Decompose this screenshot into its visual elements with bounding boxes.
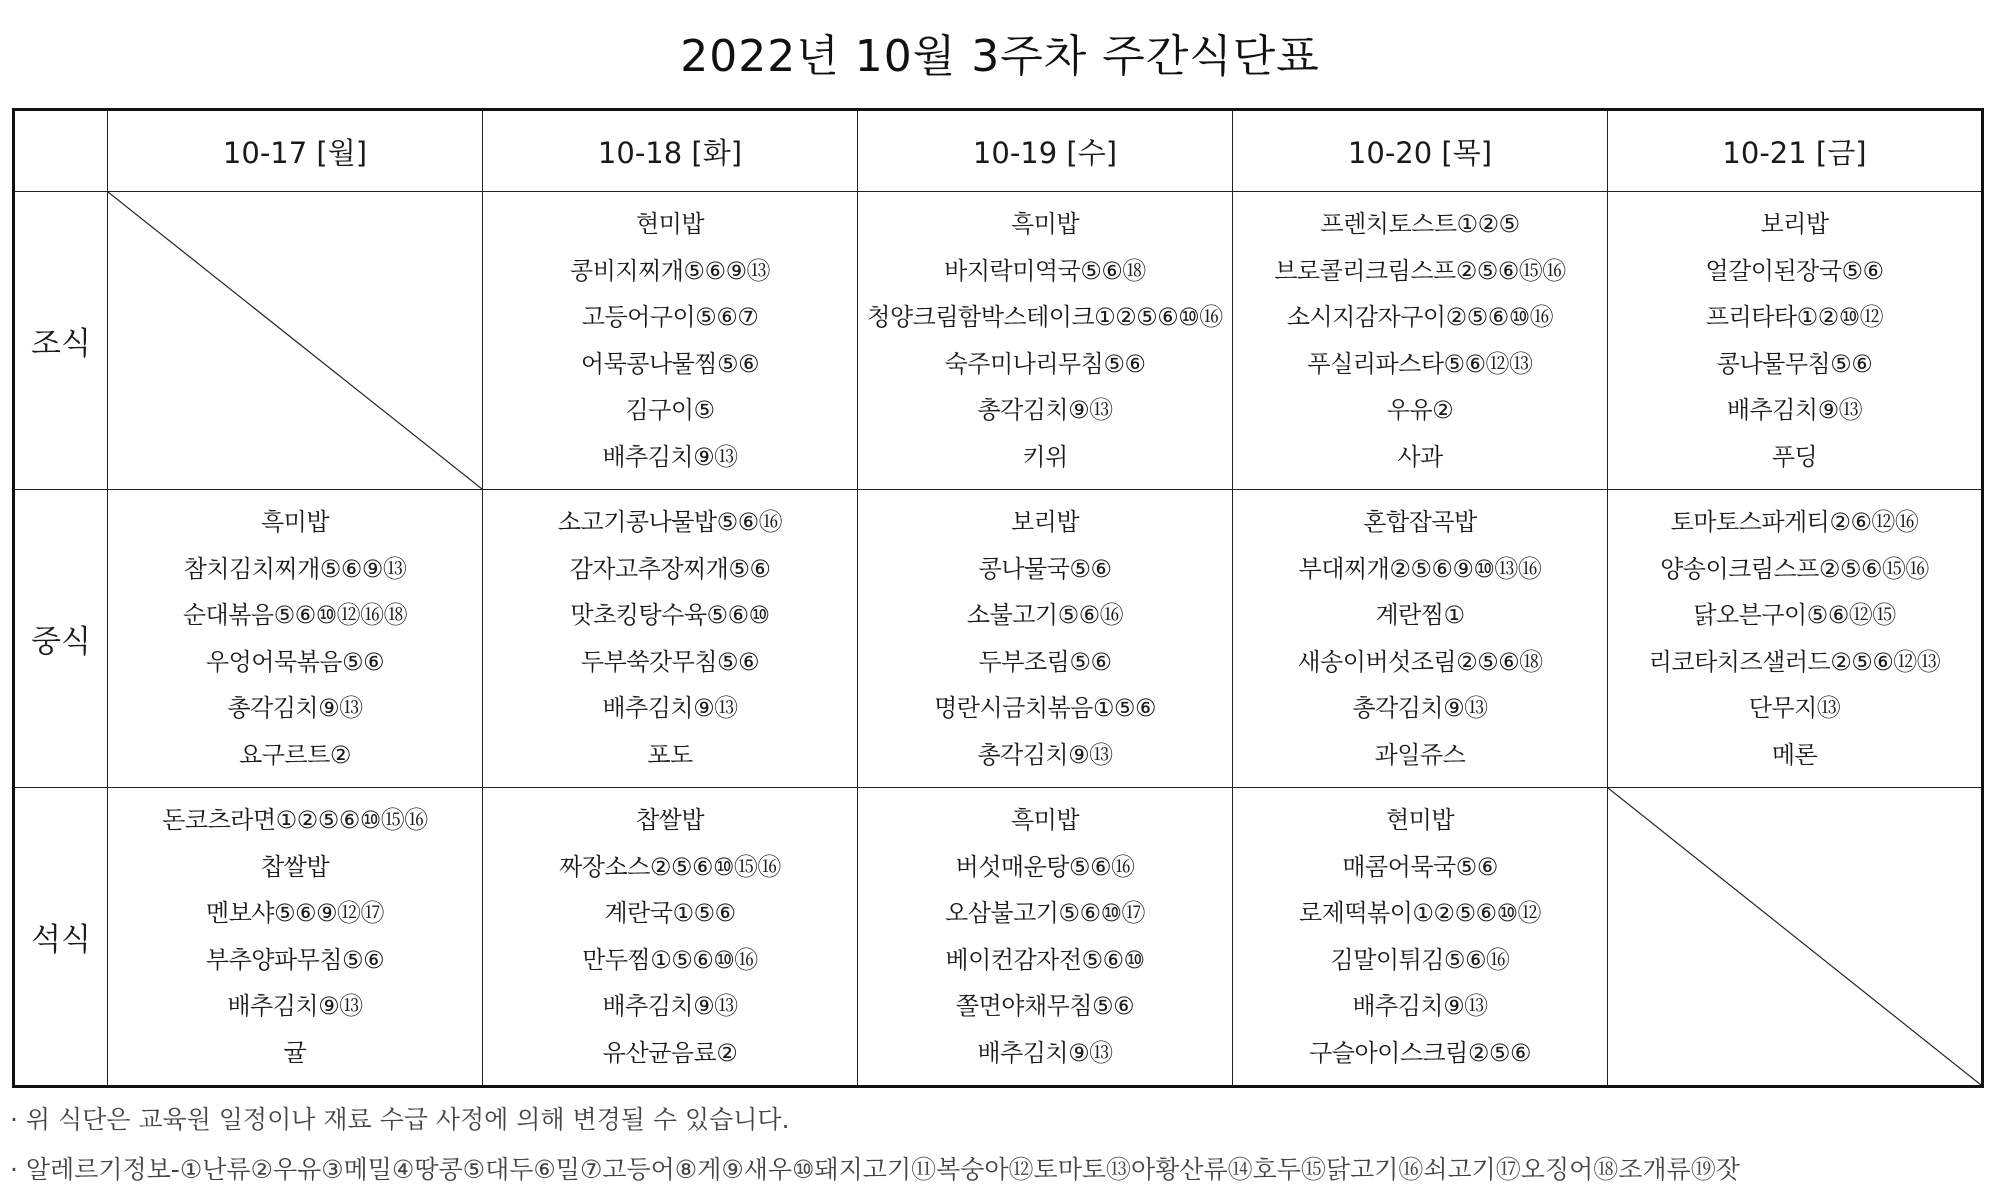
menu-item: 부추양파무침⑤⑥: [205, 945, 385, 974]
menu-item: 보리밥: [1760, 210, 1829, 238]
weekly-menu-table: [12, 108, 1984, 1088]
menu-item: 바지락미역국⑤⑥⑱: [944, 256, 1146, 285]
menu-item: 소고기콩나물밥⑤⑥⑯: [557, 508, 783, 536]
menu-item: 버섯매운탕⑤⑥⑯: [955, 852, 1135, 881]
menu-item: 배추김치⑨⑬: [1726, 396, 1863, 424]
menu-item: 우엉어묵볶음⑤⑥: [205, 647, 385, 676]
menu-item: 배추김치⑨⑬: [602, 442, 738, 471]
menu-item: 총각김치⑨⑬: [227, 694, 363, 722]
menu-cell: [1233, 490, 1608, 788]
menu-item: 고등어구이⑤⑥⑦: [581, 303, 759, 331]
menu-item: 흑미밥: [260, 508, 330, 536]
menu-cell: [1233, 788, 1608, 1087]
schedule-change-note: · 위 식단은 교육원 일정이나 재료 수급 사정에 의해 변경될 수 있습니다.: [10, 1105, 790, 1134]
meal-row: [14, 192, 1983, 490]
menu-item: 단무지⑬: [1748, 694, 1841, 722]
menu-item: 보리밥: [1010, 508, 1080, 536]
menu-item: 귤: [283, 1038, 307, 1067]
menu-item: 구슬아이스크림②⑤⑥: [1309, 1038, 1531, 1067]
menu-item-list: [858, 788, 1232, 1085]
menu-item: 양송이크림스프②⑤⑥⑮⑯: [1660, 554, 1929, 583]
menu-item: 메론: [1771, 740, 1818, 769]
menu-item: 닭오븐구이⑤⑥⑫⑮: [1693, 601, 1896, 629]
menu-item: 푸딩: [1771, 442, 1818, 471]
menu-item: 배추김치⑨⑬: [602, 694, 738, 722]
menu-item: 소불고기⑤⑥⑯: [966, 601, 1124, 629]
menu-item: 총각김치⑨⑬: [977, 740, 1113, 769]
menu-item: 총각김치⑨⑬: [1352, 694, 1488, 722]
meal-row: [14, 788, 1983, 1087]
menu-item: 멘보샤⑤⑥⑨⑫⑰: [205, 899, 385, 927]
menu-item: 사과: [1397, 442, 1443, 471]
diagonal-slash: [1608, 788, 1981, 1085]
menu-item: 배추김치⑨⑬: [602, 992, 738, 1020]
menu-item: 맛초킹탕수육⑤⑥⑩: [570, 601, 770, 629]
menu-item: 어묵콩나물찜⑤⑥: [580, 349, 760, 378]
corner-header-cell: [14, 110, 108, 192]
menu-item: 토마토스파게티②⑥⑫⑯: [1670, 508, 1919, 536]
day-header: 10-21 [금]: [1608, 110, 1983, 192]
menu-cell: [108, 788, 483, 1087]
menu-item: 계란찜①: [1375, 601, 1465, 629]
menu-item-list: [483, 788, 857, 1085]
menu-item: 콩나물무침⑤⑥: [1716, 349, 1873, 378]
meal-label: 중식: [14, 490, 108, 788]
menu-item: 만두찜①⑤⑥⑩⑯: [582, 945, 758, 974]
menu-cell: [1233, 192, 1608, 490]
menu-item: 콩나물국⑤⑥: [978, 554, 1112, 583]
menu-item: 총각김치⑨⑬: [977, 396, 1113, 424]
day-header: 10-18 [화]: [483, 110, 858, 192]
menu-item: 현미밥: [1385, 806, 1455, 834]
menu-item: 혼합잡곡밥: [1363, 508, 1477, 536]
page-title: 2022년 10월 3주차 주간식단표: [680, 31, 1320, 82]
menu-item: 과일쥬스: [1374, 740, 1466, 769]
menu-item: 두부조림⑤⑥: [978, 647, 1112, 676]
menu-item: 참치김치찌개⑤⑥⑨⑬: [183, 554, 407, 583]
menu-item: 오삼불고기⑤⑥⑩⑰: [945, 899, 1145, 927]
menu-item: 소시지감자구이②⑤⑥⑩⑯: [1286, 303, 1554, 331]
day-header: 10-19 [수]: [858, 110, 1233, 192]
menu-item: 숙주미나리무침⑤⑥: [944, 349, 1146, 378]
menu-item-list: [1233, 490, 1607, 787]
menu-item: 부대찌개②⑤⑥⑨⑩⑬⑯: [1298, 554, 1542, 583]
menu-item: 리코타치즈샐러드②⑤⑥⑫⑬: [1648, 647, 1941, 676]
menu-item-list: [858, 192, 1232, 489]
menu-item: 찹쌀밥: [260, 852, 330, 881]
empty-menu-cell: [108, 192, 483, 490]
menu-item: 명란시금치볶음①⑤⑥: [934, 694, 1156, 722]
menu-item: 김구이⑤: [625, 396, 715, 424]
menu-cell: [1608, 490, 1983, 788]
menu-item: 흑미밥: [1010, 806, 1080, 834]
menu-item: 현미밥: [635, 210, 705, 238]
day-header-row: [14, 110, 1983, 192]
menu-item: 우유②: [1386, 396, 1454, 424]
menu-cell: [858, 192, 1233, 490]
menu-item: 배추김치⑨⑬: [227, 992, 363, 1020]
menu-item: 유산균음료②: [602, 1038, 738, 1067]
menu-item: 프리타타①②⑩⑫: [1705, 303, 1884, 331]
menu-cell: [858, 490, 1233, 788]
day-header: 10-20 [목]: [1233, 110, 1608, 192]
menu-item: 짜장소스②⑤⑥⑩⑮⑯: [559, 852, 781, 881]
menu-cell: [483, 192, 858, 490]
menu-cell: [1608, 192, 1983, 490]
meal-label: 석식: [14, 788, 108, 1087]
diagonal-slash: [108, 192, 482, 489]
empty-menu-cell: [1608, 788, 1983, 1087]
menu-item-list: [1233, 192, 1607, 489]
menu-item: 배추김치⑨⑬: [977, 1038, 1113, 1067]
meal-row: [14, 490, 1983, 788]
menu-item-list: [483, 490, 857, 787]
menu-item-list: [108, 490, 482, 787]
menu-item: 브로콜리크림스프②⑤⑥⑮⑯: [1274, 256, 1566, 285]
menu-item-list: [1608, 192, 1981, 489]
menu-item: 베이컨감자전⑤⑥⑩: [945, 945, 1145, 974]
menu-item-list: [1608, 490, 1981, 787]
menu-item-list: [108, 788, 482, 1085]
day-header: 10-17 [월]: [108, 110, 483, 192]
menu-item-list: [858, 490, 1232, 787]
menu-item: 돈코츠라면①②⑤⑥⑩⑮⑯: [162, 806, 428, 834]
menu-item: 순대볶음⑤⑥⑩⑫⑯⑱: [182, 601, 408, 629]
menu-item: 포도: [647, 740, 693, 769]
menu-cell: [858, 788, 1233, 1087]
menu-item-list: [1233, 788, 1607, 1085]
menu-cell: [483, 788, 858, 1087]
menu-item: 배추김치⑨⑬: [1352, 992, 1488, 1020]
menu-item: 콩비지찌개⑤⑥⑨⑬: [570, 256, 770, 285]
menu-item: 얼갈이된장국⑤⑥: [1705, 256, 1884, 285]
menu-item: 두부쑥갓무침⑤⑥: [580, 647, 760, 676]
menu-item: 요구르트②: [239, 740, 351, 769]
menu-item: 김말이튀김⑤⑥⑯: [1330, 945, 1510, 974]
menu-item: 새송이버섯조림②⑤⑥⑱: [1297, 647, 1543, 676]
menu-item-list: [483, 192, 857, 489]
menu-item: 청양크림함박스테이크①②⑤⑥⑩⑯: [867, 303, 1223, 331]
menu-cell: [483, 490, 858, 788]
menu-item: 매콤어묵국⑤⑥: [1342, 852, 1498, 881]
menu-item: 흑미밥: [1010, 210, 1080, 238]
menu-item: 쫄면야채무침⑤⑥: [955, 992, 1135, 1020]
menu-cell: [108, 490, 483, 788]
menu-item: 감자고추장찌개⑤⑥: [569, 554, 771, 583]
menu-item: 푸실리파스타⑤⑥⑫⑬: [1307, 349, 1533, 378]
menu-item: 찹쌀밥: [635, 806, 705, 834]
menu-item: 계란국①⑤⑥: [604, 899, 736, 927]
menu-item: 로제떡볶이①②⑤⑥⑩⑫: [1299, 899, 1541, 927]
menu-item: 키위: [1022, 442, 1068, 471]
allergy-info-note: · 알레르기정보-①난류②우유③메밀④땅콩⑤대두⑥밀⑦고등어⑧게⑨새우⑩돼지고기⑪복숭아⑫토마토⑬아황산류⑭호두⑮닭고기⑯쇠고기⑰오징어⑱조개류⑲잣: [10, 1155, 1740, 1184]
meal-label: 조식: [14, 192, 108, 490]
menu-item: 프렌치토스트①②⑤: [1320, 210, 1520, 238]
